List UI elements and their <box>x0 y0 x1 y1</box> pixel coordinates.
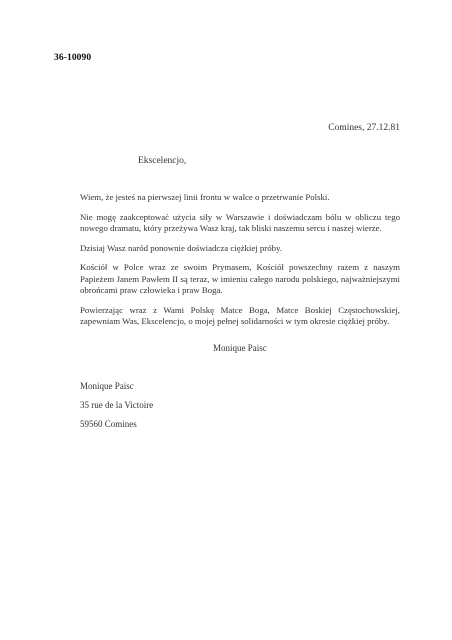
salutation: Ekscelencjo, <box>138 156 187 166</box>
sender-city: 59560 Comines <box>80 419 137 429</box>
signature: Monique Paisc <box>213 343 267 353</box>
letter-body <box>80 192 400 336</box>
sender-name: Monique Paisc <box>80 381 134 391</box>
sender-street: 35 rue de la Victoire <box>80 400 154 410</box>
paragraph-4: Kościół w Polce wraz ze swoim Prymasem, Kościół powszechny razem z naszym Papieżem Janem Pawłem II są teraz, w imieniu całego narodu polskiego, najważniejszymi obrońcami praw człowieka i praw Boga. <box>80 262 400 295</box>
paragraph-5: Powierzając wraz z Wami Polskę Matce Boga, Matce Boskiej Częstochowskiej, zapewniam Was, Ekscelencjo, o mojej pełnej solidarności w tym okresie ciężkiej próby. <box>80 304 400 326</box>
paragraph-1: Wiem, że jesteś na pierwszej linii frontu w walce o przetrwanie Polski. <box>80 192 330 202</box>
paragraph-2: Nie mogę zaakceptować użycia siły w Warszawie i doświadczam bólu w obliczu tego nowego dramatu, który przeżywa Wasz kraj, tak bliski naszemu sercu i naszej wierze. <box>80 211 400 233</box>
document-reference: 36-10090 <box>54 53 92 63</box>
place-date: Comines, 27.12.81 <box>328 123 400 133</box>
paragraph-3: Dzisiaj Wasz naród ponownie doświadcza ciężkiej próby. <box>80 242 283 253</box>
sender-address <box>80 377 153 434</box>
